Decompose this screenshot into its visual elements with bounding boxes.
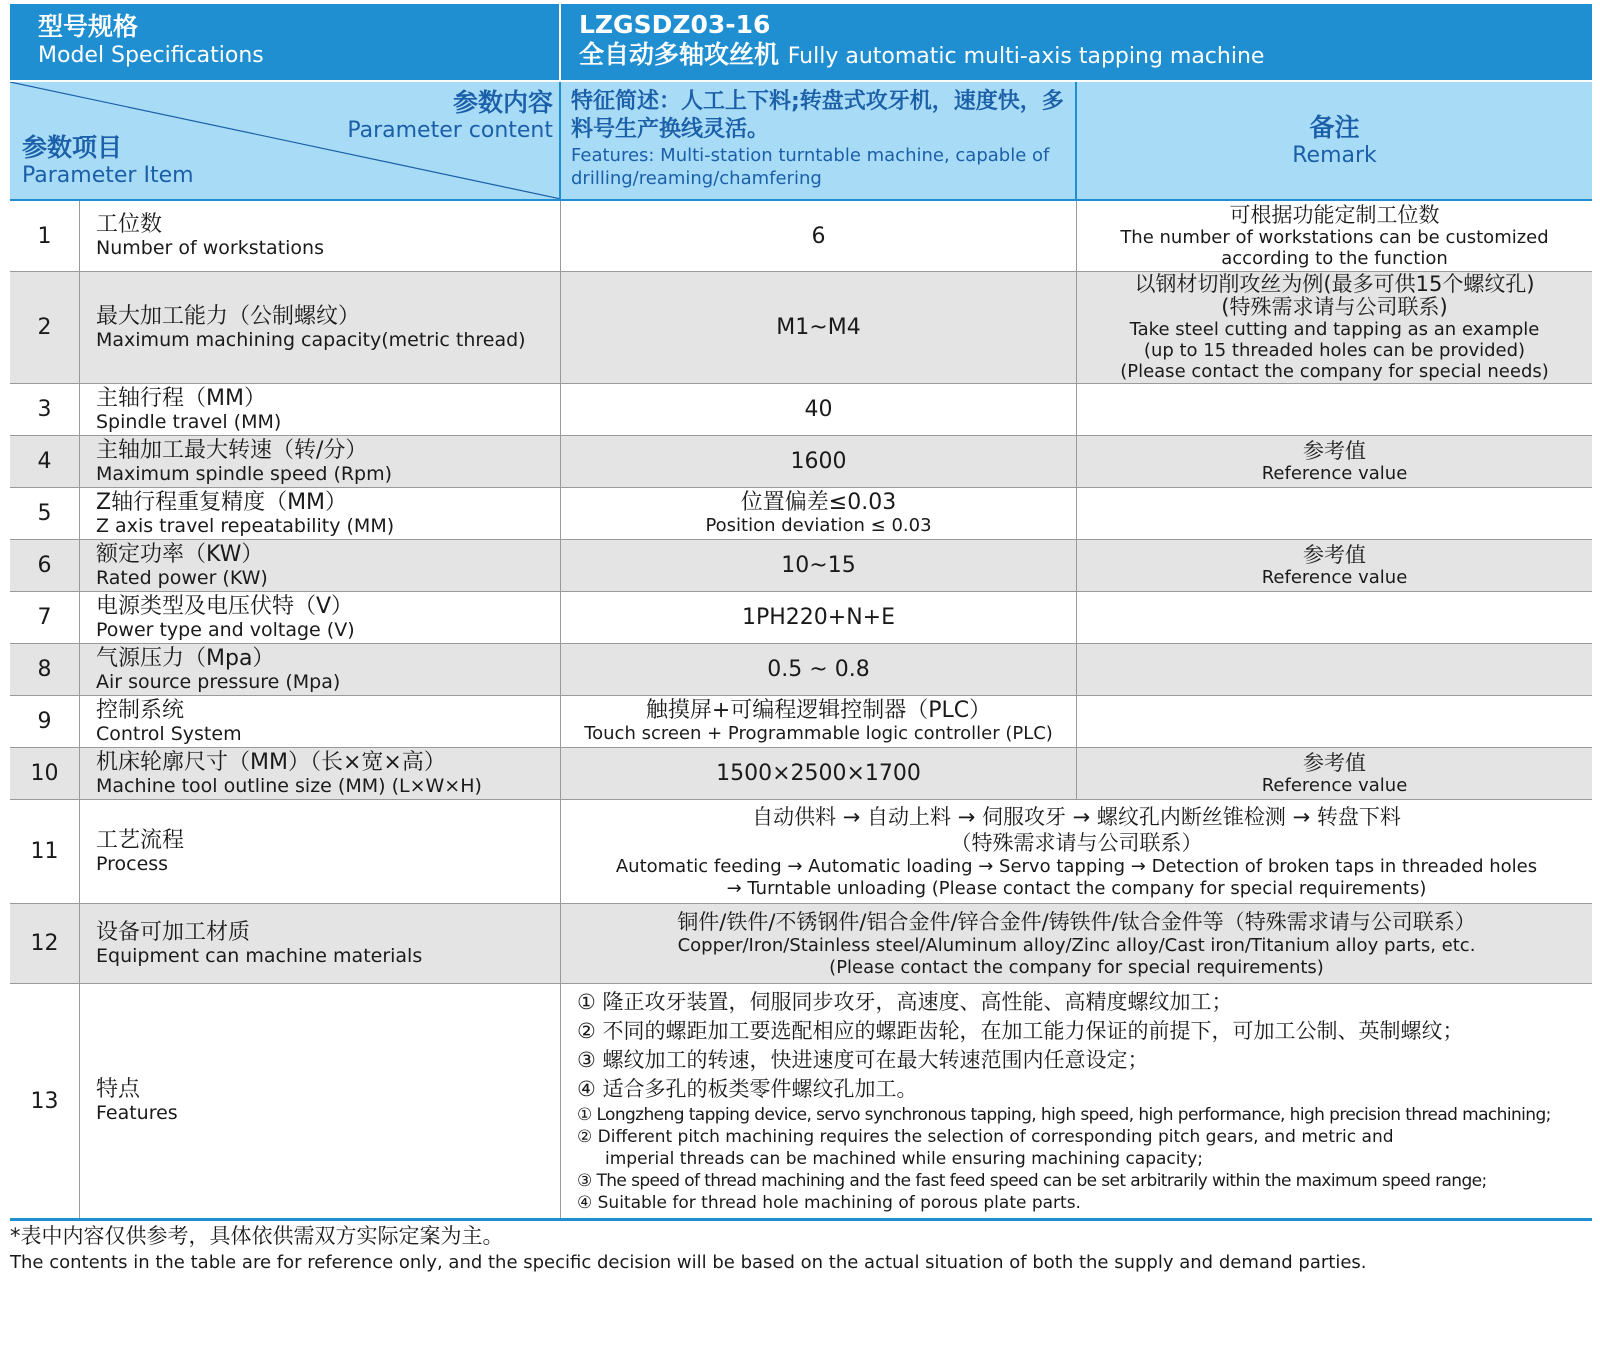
- table-row: [10, 592, 1592, 644]
- feature-en-continued: [577, 1148, 1592, 1170]
- item-cn: Z轴行程重复精度（MM）: [96, 489, 348, 515]
- remark-cn: 参考值: [1303, 750, 1366, 775]
- parameter-content-label: [347, 88, 553, 144]
- row-item: [80, 436, 561, 487]
- row-number: 13: [10, 984, 80, 1218]
- feature-cn: ④ 适合多孔的板类零件螺纹孔加工。: [577, 1077, 918, 1101]
- footnote-cn: *表中内容仅供参考，具体依供需双方实际定案为主。: [10, 1224, 504, 1248]
- value-text: 1500×2500×1700: [716, 761, 921, 786]
- row-number: 5: [10, 488, 80, 539]
- table-row: [10, 748, 1592, 800]
- feature-en: ② Different pitch machining requires the selection of corresponding pitch gears, and metric and: [577, 1127, 1394, 1147]
- row-item: [80, 384, 561, 435]
- model-spec-label-cn: 型号规格: [38, 12, 139, 41]
- row-remark: [1077, 384, 1592, 435]
- value-en: Position deviation ≤ 0.03: [705, 514, 932, 536]
- feature-cn: ③ 螺纹加工的转速，快进速度可在最大转速范围内任意设定；: [577, 1048, 1149, 1072]
- value-text: 40: [804, 397, 833, 422]
- row-value: [561, 540, 1077, 591]
- parameter-item-cn: 参数项目: [22, 133, 123, 162]
- features-list: [561, 984, 1592, 1218]
- value-cn: 位置偏差≤0.03: [740, 489, 897, 515]
- value-text: 1PH220+N+E: [741, 605, 896, 630]
- feature-en-indent: imperial threads can be machined while ensuring machining capacity;: [605, 1149, 1203, 1169]
- item-cn: 主轴加工最大转速（转/分）: [96, 437, 368, 463]
- value-text: 10~15: [781, 553, 856, 578]
- model-spec-label-en: Model Specifications: [38, 43, 264, 68]
- table-row: [10, 436, 1592, 488]
- features-summary-en: Features: Multi-station turntable machine, capable of drilling/reaming/chamfering: [571, 145, 1050, 189]
- row-item: [80, 272, 561, 383]
- model-spec-cell: [10, 4, 561, 80]
- features-header-cell: [561, 82, 1077, 199]
- table-row: [10, 540, 1592, 592]
- machine-name: [579, 40, 1592, 72]
- row-number: 2: [10, 272, 80, 383]
- feature-en: ④ Suitable for thread hole machining of porous plate parts.: [577, 1193, 1081, 1213]
- table-row: [10, 696, 1592, 748]
- table-row: [10, 800, 1592, 904]
- process-cn-note: （特殊需求请与公司联系）: [950, 830, 1203, 855]
- row-item: [80, 800, 561, 903]
- item-cn: 特点: [96, 1077, 141, 1102]
- row-number: 6: [10, 540, 80, 591]
- value-en: Touch screen + Programmable logic controller (PLC): [584, 722, 1053, 744]
- remark-header-cn: 备注: [1309, 112, 1360, 142]
- row-item: [80, 201, 561, 271]
- remark-en: Take steel cutting and tapping as an example: [1129, 319, 1540, 340]
- item-en: Z axis travel repeatability (MM): [96, 514, 395, 537]
- row-remark: [1077, 272, 1592, 383]
- item-en: Features: [96, 1102, 178, 1124]
- row-number: 8: [10, 644, 80, 695]
- item-en: Control System: [96, 722, 242, 745]
- item-cn: 额定功率（KW）: [96, 541, 264, 567]
- row-item: [80, 488, 561, 539]
- remark-header-en: Remark: [1292, 142, 1377, 168]
- row-remark: [1077, 540, 1592, 591]
- row-item: [80, 592, 561, 643]
- table-row: [10, 201, 1592, 272]
- row-remark: [1077, 748, 1592, 799]
- parameter-item-en: Parameter Item: [22, 163, 194, 188]
- row-remark: [1077, 592, 1592, 643]
- model-code: LZGSDZ03-16: [579, 10, 771, 39]
- value-text: 1600: [790, 449, 847, 474]
- remark-cn: 可根据功能定制工位数: [1229, 202, 1440, 227]
- table-row: [10, 384, 1592, 436]
- process-en-note: → Turntable unloading (Please contact the company for special requirements): [726, 877, 1427, 899]
- remark-en: (up to 15 threaded holes can be provided): [1143, 340, 1526, 361]
- materials-cn: 铜件/铁件/不锈钢件/铝合金件/锌合金件/铸铁件/钛合金件等（特殊需求请与公司联系）: [677, 909, 1476, 934]
- item-en: Spindle travel (MM): [96, 410, 282, 433]
- value-text: 6: [811, 223, 826, 249]
- row-value: [561, 384, 1077, 435]
- value-cn: 触摸屏+可编程逻辑控制器（PLC）: [645, 697, 992, 723]
- parameter-content-en: Parameter content: [347, 118, 553, 143]
- item-cn: 电源类型及电压伏特（V）: [96, 593, 354, 619]
- value-text: 0.5 ~ 0.8: [767, 657, 870, 682]
- feature-cn: ② 不同的螺距加工要选配相应的螺距齿轮，在加工能力保证的前提下，可加工公制、英制螺纹；: [577, 1019, 1464, 1043]
- row-item: [80, 984, 561, 1218]
- table-row: [10, 984, 1592, 1218]
- features-summary-cn: 特征简述：人工上下料;转盘式攻牙机，速度快，多料号生产换线灵活。: [571, 89, 1064, 142]
- remark-header-cell: [1077, 82, 1592, 199]
- item-cn: 设备可加工材质: [96, 919, 251, 945]
- table-row: [10, 488, 1592, 540]
- remark-cn: 参考值: [1303, 438, 1366, 463]
- item-cn: 工艺流程: [96, 827, 185, 853]
- remark-en: according to the function: [1221, 247, 1448, 269]
- parameter-diagonal-cell: [10, 82, 561, 199]
- footnote: [10, 1222, 1590, 1276]
- table-bottom-rule: [10, 1218, 1592, 1221]
- footnote-en: The contents in the table are for reference only, and the specific decision will be based on the actual situation of both the supply and demand parties.: [10, 1252, 1367, 1273]
- feature-cn: ① 隆正攻牙装置，伺服同步攻牙，高速度、高性能、高精度螺纹加工；: [577, 990, 1233, 1014]
- item-en: Equipment can machine materials: [96, 944, 423, 967]
- row-item: [80, 644, 561, 695]
- process-flow: [561, 800, 1592, 903]
- feature-en: ① Longzheng tapping device, servo synchronous tapping, high speed, high performance, high precision thread machining;: [577, 1105, 1551, 1125]
- column-header-row: [10, 82, 1592, 201]
- row-number: 4: [10, 436, 80, 487]
- remark-en: Reference value: [1261, 462, 1408, 484]
- value-text: M1~M4: [776, 315, 861, 340]
- item-en: Maximum spindle speed (Rpm): [96, 462, 393, 485]
- row-number: 11: [10, 800, 80, 903]
- parameter-content-cn: 参数内容: [452, 88, 553, 117]
- row-remark: [1077, 488, 1592, 539]
- machine-name-en: Fully automatic multi-axis tapping machine: [787, 44, 1265, 69]
- row-item: [80, 904, 561, 983]
- row-number: 7: [10, 592, 80, 643]
- item-en: Rated power (KW): [96, 566, 268, 589]
- row-number: 1: [10, 201, 80, 271]
- item-en: Power type and voltage (V): [96, 618, 355, 641]
- item-cn: 最大加工能力（公制螺纹）: [96, 303, 361, 329]
- item-en: Number of workstations: [96, 237, 324, 259]
- row-number: 10: [10, 748, 80, 799]
- row-remark: [1077, 696, 1592, 747]
- row-number: 12: [10, 904, 80, 983]
- feature-en: ③ The speed of thread machining and the fast feed speed can be set arbitrarily within the maximum speed range;: [577, 1171, 1487, 1191]
- row-item: [80, 748, 561, 799]
- remark-cn: (特殊需求请与公司联系): [1221, 295, 1448, 319]
- remark-en: (Please contact the company for special needs): [1120, 361, 1549, 382]
- row-value: [561, 592, 1077, 643]
- process-cn: 自动供料 → 自动上料 → 伺服攻牙 → 螺纹孔内断丝锥检测 → 转盘下料: [752, 804, 1401, 829]
- item-en: Machine tool outline size (MM) (L×W×H): [96, 774, 482, 797]
- machine-name-cn: 全自动多轴攻丝机: [579, 40, 780, 69]
- materials: [561, 904, 1592, 983]
- table-row: [10, 272, 1592, 384]
- item-en: Process: [96, 852, 169, 875]
- row-value: [561, 436, 1077, 487]
- spec-table: [10, 4, 1592, 1221]
- row-number: 9: [10, 696, 80, 747]
- row-value: [561, 644, 1077, 695]
- table-row: [10, 904, 1592, 984]
- item-cn: 机床轮廓尺寸（MM）（长×宽×高）: [96, 749, 446, 775]
- process-en: Automatic feeding → Automatic loading → Servo tapping → Detection of broken taps in threaded holes: [615, 855, 1538, 877]
- row-item: [80, 540, 561, 591]
- row-remark: [1077, 644, 1592, 695]
- parameter-item-label: [22, 133, 194, 189]
- row-item: [80, 696, 561, 747]
- row-value: [561, 488, 1077, 539]
- remark-en: Reference value: [1261, 774, 1408, 796]
- materials-en-note: (Please contact the company for special requirements): [829, 956, 1324, 978]
- remark-en: The number of workstations can be customized: [1120, 226, 1549, 248]
- remark-cn: 参考值: [1303, 542, 1366, 567]
- remark-en: Reference value: [1261, 566, 1408, 588]
- table-header: [10, 4, 1592, 82]
- item-cn: 控制系统: [96, 697, 185, 723]
- row-value: [561, 696, 1077, 747]
- materials-en: Copper/Iron/Stainless steel/Aluminum alloy/Zinc alloy/Cast iron/Titanium alloy parts, etc.: [677, 934, 1476, 956]
- table-row: [10, 644, 1592, 696]
- item-en: Air source pressure (Mpa): [96, 670, 341, 693]
- model-title-cell: [561, 4, 1592, 80]
- item-cn: 气源压力（Mpa）: [96, 645, 275, 671]
- item-cn: 主轴行程（MM）: [96, 385, 266, 411]
- row-value: [561, 201, 1077, 271]
- row-remark: [1077, 201, 1592, 271]
- row-number: 3: [10, 384, 80, 435]
- row-value: [561, 748, 1077, 799]
- row-remark: [1077, 436, 1592, 487]
- item-en: Maximum machining capacity(metric thread): [96, 328, 526, 351]
- item-cn: 工位数: [96, 212, 163, 237]
- row-value: [561, 272, 1077, 383]
- remark-cn: 以钢材切削攻丝为例(最多可供15个螺纹孔): [1134, 272, 1535, 296]
